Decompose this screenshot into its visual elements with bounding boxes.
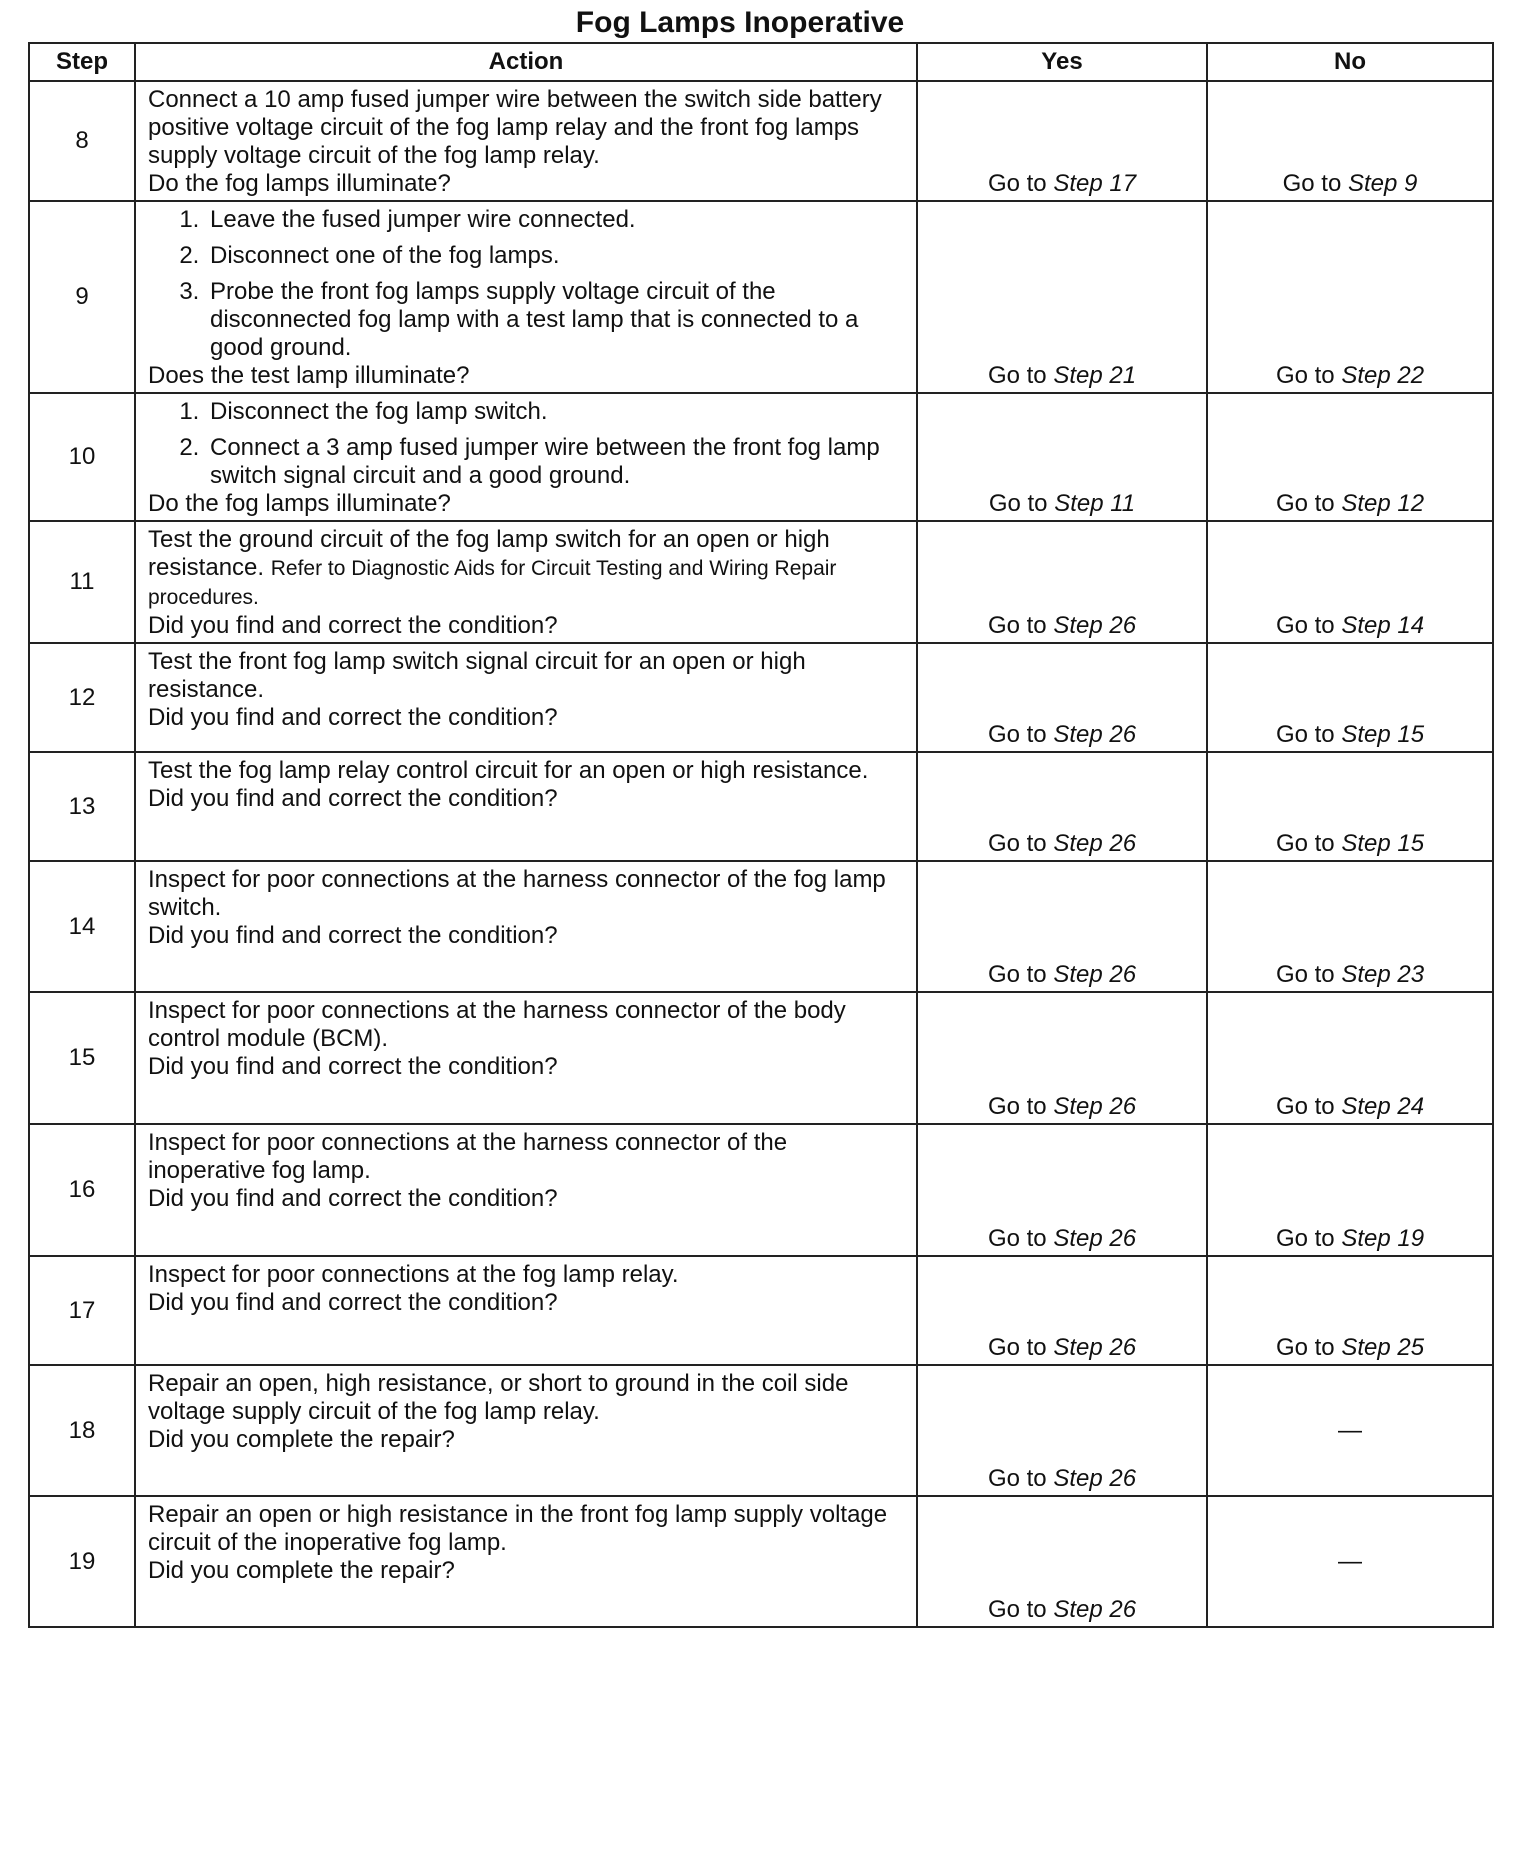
goto-prefix: Go to <box>988 490 1048 517</box>
no-result <box>1207 81 1493 201</box>
table-row <box>29 1365 1493 1496</box>
yes-result <box>917 1365 1207 1496</box>
goto-prefix: Go to <box>1275 721 1335 748</box>
table-row <box>29 992 1493 1124</box>
action-cell <box>135 393 917 521</box>
no-result <box>1207 201 1493 393</box>
goto-prefix: Go to <box>1275 1225 1335 1252</box>
action-question: Did you find and correct the condition? <box>148 1289 558 1316</box>
action-cell <box>135 201 917 393</box>
action-steps-list <box>148 394 906 490</box>
goto-prefix: Go to <box>987 721 1047 748</box>
action-question: Did you find and correct the condition? <box>148 922 558 949</box>
yes-result <box>917 201 1207 393</box>
action-step-item: 2. Connect a 3 amp fused jumper wire between the front fog lamp switch signal circuit and a good ground. <box>206 434 906 490</box>
action-description: Test the fog lamp relay control circuit for an open or high resistance. <box>148 757 869 784</box>
no-result <box>1207 1256 1493 1365</box>
action-question: Did you find and correct the condition? <box>148 785 558 812</box>
yes-step-ref: Step 26 <box>1053 612 1137 639</box>
goto-prefix: Go to <box>1275 490 1335 517</box>
no-result <box>1207 393 1493 521</box>
action-description: Repair an open or high resistance in the front fog lamp supply voltage circuit of the inoperative fog lamp. <box>148 1501 888 1556</box>
yes-step-ref: Step 26 <box>1053 961 1137 988</box>
yes-step-ref: Step 26 <box>1053 1596 1137 1623</box>
yes-step-ref: Step 26 <box>1053 721 1137 748</box>
goto-prefix: Go to <box>987 170 1047 197</box>
yes-step-ref: Step 26 <box>1053 1093 1137 1120</box>
yes-result <box>917 81 1207 201</box>
goto-prefix: Go to <box>1275 1093 1335 1120</box>
action-question: Do the fog lamps illuminate? <box>148 170 451 197</box>
action-step-item: 3. Probe the front fog lamps supply voltage circuit of the disconnected fog lamp with a test lamp that is connected to a good ground. <box>206 278 906 362</box>
step-number: 12 <box>29 643 135 752</box>
goto-prefix: Go to <box>987 1093 1047 1120</box>
goto-prefix: Go to <box>987 961 1047 988</box>
header-yes: Yes <box>917 43 1207 81</box>
no-result-empty: — <box>1207 1365 1493 1496</box>
no-step-ref: Step 15 <box>1341 721 1425 748</box>
goto-prefix: Go to <box>1275 961 1335 988</box>
action-steps-list <box>148 202 906 362</box>
document-page <box>28 4 1492 1628</box>
no-result <box>1207 861 1493 992</box>
step-number: 15 <box>29 992 135 1124</box>
yes-step-ref: Step 11 <box>1054 490 1136 517</box>
no-step-ref: Step 12 <box>1341 490 1425 517</box>
action-question: Does the test lamp illuminate? <box>148 362 470 389</box>
action-description: Inspect for poor connections at the harness connector of the inoperative fog lamp. <box>148 1129 788 1184</box>
yes-result <box>917 1496 1207 1627</box>
no-result <box>1207 992 1493 1124</box>
action-cell <box>135 861 917 992</box>
goto-prefix: Go to <box>1275 612 1335 639</box>
yes-step-ref: Step 26 <box>1053 830 1137 857</box>
no-result <box>1207 1124 1493 1256</box>
action-cell <box>135 81 917 201</box>
yes-result <box>917 521 1207 643</box>
action-cell <box>135 1496 917 1627</box>
action-question: Did you find and correct the condition? <box>148 704 558 731</box>
step-number: 8 <box>29 81 135 201</box>
yes-result <box>917 643 1207 752</box>
action-cell <box>135 1365 917 1496</box>
yes-result <box>917 1124 1207 1256</box>
action-cell <box>135 752 917 861</box>
header-step: Step <box>29 43 135 81</box>
goto-prefix: Go to <box>987 1334 1047 1361</box>
action-question: Did you find and correct the condition? <box>148 1053 558 1080</box>
action-question: Did you find and correct the condition? <box>148 1185 558 1212</box>
no-step-ref: Step 24 <box>1341 1093 1425 1120</box>
action-cell <box>135 521 917 643</box>
table-row <box>29 861 1493 992</box>
no-step-ref: Step 9 <box>1347 170 1418 197</box>
yes-step-ref: Step 26 <box>1053 1334 1137 1361</box>
no-step-ref: Step 19 <box>1341 1225 1425 1252</box>
action-description: Repair an open, high resistance, or short to ground in the coil side voltage supply circuit of the fog lamp relay. <box>148 1370 849 1425</box>
action-cell <box>135 643 917 752</box>
action-question: Did you complete the repair? <box>148 1557 455 1584</box>
no-step-ref: Step 15 <box>1341 830 1425 857</box>
table-row <box>29 1496 1493 1627</box>
no-result <box>1207 752 1493 861</box>
table-row <box>29 1124 1493 1256</box>
yes-result <box>917 393 1207 521</box>
step-number: 9 <box>29 201 135 393</box>
action-description: Test the front fog lamp switch signal circuit for an open or high resistance. <box>148 648 806 703</box>
table-row <box>29 521 1493 643</box>
action-step-item: 2. Disconnect one of the fog lamps. <box>206 242 906 270</box>
table-row <box>29 643 1493 752</box>
goto-prefix: Go to <box>987 830 1047 857</box>
action-description: Inspect for poor connections at the harness connector of the fog lamp switch. <box>148 866 886 921</box>
step-number: 19 <box>29 1496 135 1627</box>
action-question: Did you find and correct the condition? <box>148 612 558 639</box>
no-step-ref: Step 22 <box>1341 362 1425 389</box>
table-header-row <box>29 43 1493 81</box>
action-description: Inspect for poor connections at the fog lamp relay. <box>148 1261 679 1288</box>
yes-result <box>917 752 1207 861</box>
no-step-ref: Step 23 <box>1341 961 1425 988</box>
diagnostic-table <box>28 42 1494 1628</box>
action-description-note: Refer to Diagnostic Aids for Circuit Testing and Wiring Repair procedures. <box>148 557 837 609</box>
action-description-text: Test the ground circuit of the fog lamp switch for an open or high resistance. <box>148 526 830 581</box>
yes-result <box>917 992 1207 1124</box>
action-question: Do the fog lamps illuminate? <box>148 490 451 517</box>
yes-step-ref: Step 21 <box>1053 362 1137 389</box>
table-row <box>29 1256 1493 1365</box>
table-row <box>29 393 1493 521</box>
goto-prefix: Go to <box>987 1465 1047 1492</box>
goto-prefix: Go to <box>1275 1334 1335 1361</box>
goto-prefix: Go to <box>987 362 1047 389</box>
step-number: 18 <box>29 1365 135 1496</box>
goto-prefix: Go to <box>1275 830 1335 857</box>
table-row <box>29 752 1493 861</box>
page-title: Fog Lamps Inoperative <box>575 6 905 39</box>
action-step-item: 1. Disconnect the fog lamp switch. <box>206 398 906 426</box>
no-result <box>1207 643 1493 752</box>
action-cell <box>135 1124 917 1256</box>
yes-step-ref: Step 26 <box>1053 1465 1137 1492</box>
action-cell <box>135 1256 917 1365</box>
yes-result <box>917 861 1207 992</box>
no-result-empty: — <box>1207 1496 1493 1627</box>
step-number: 10 <box>29 393 135 521</box>
action-description <box>148 522 906 612</box>
goto-prefix: Go to <box>987 612 1047 639</box>
goto-prefix: Go to <box>1282 170 1342 197</box>
table-row <box>29 201 1493 393</box>
step-number: 13 <box>29 752 135 861</box>
table-row <box>29 81 1493 201</box>
action-description: Connect a 10 amp fused jumper wire between the switch side battery positive voltage circuit of the fog lamp relay and the front fog lamps supply voltage circuit of the fog lamp relay. <box>148 86 882 169</box>
header-action: Action <box>135 43 917 81</box>
no-result <box>1207 521 1493 643</box>
yes-result <box>917 1256 1207 1365</box>
no-step-ref: Step 25 <box>1341 1334 1425 1361</box>
goto-prefix: Go to <box>1275 362 1335 389</box>
action-question: Did you complete the repair? <box>148 1426 455 1453</box>
step-number: 11 <box>29 521 135 643</box>
action-cell <box>135 992 917 1124</box>
goto-prefix: Go to <box>987 1596 1047 1623</box>
yes-step-ref: Step 17 <box>1053 170 1137 197</box>
step-number: 17 <box>29 1256 135 1365</box>
step-number: 16 <box>29 1124 135 1256</box>
action-description: Inspect for poor connections at the harness connector of the body control module (BCM). <box>148 997 846 1052</box>
header-no: No <box>1207 43 1493 81</box>
step-number: 14 <box>29 861 135 992</box>
action-step-item: 1. Leave the fused jumper wire connected. <box>206 206 906 234</box>
no-step-ref: Step 14 <box>1341 612 1425 639</box>
goto-prefix: Go to <box>987 1225 1047 1252</box>
yes-step-ref: Step 26 <box>1053 1225 1137 1252</box>
